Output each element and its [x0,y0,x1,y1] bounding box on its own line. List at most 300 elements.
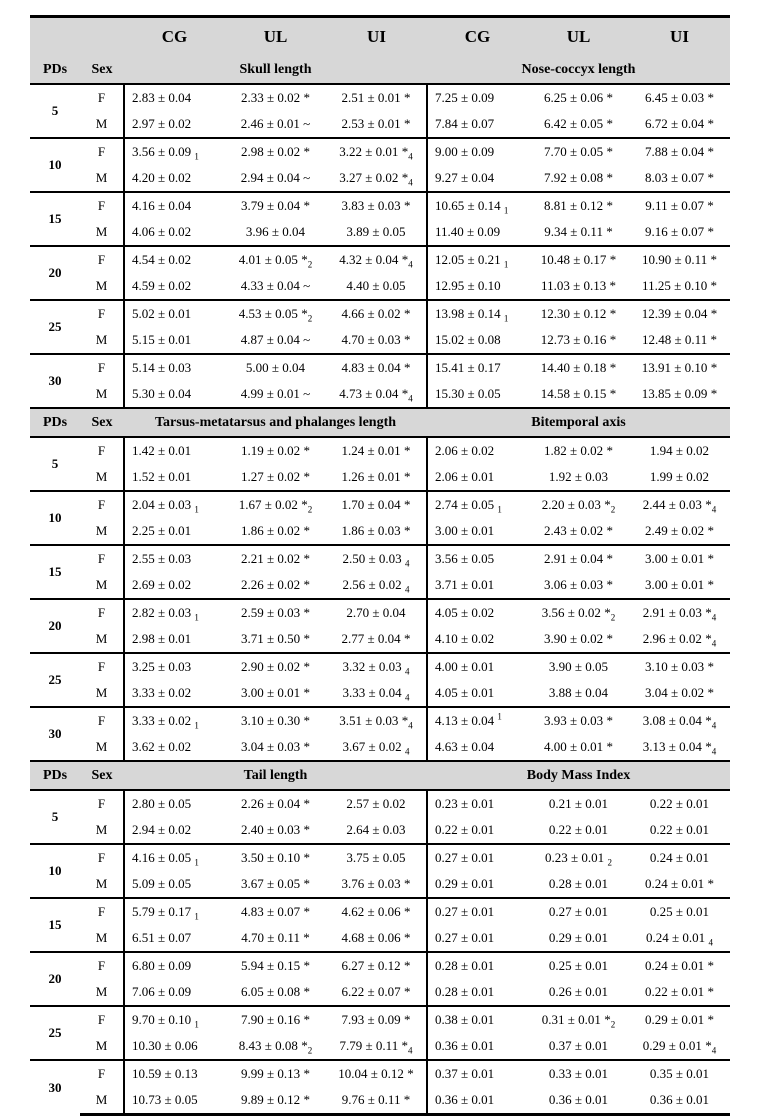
pd-cell: 30 [30,354,80,408]
value-cell [326,491,427,518]
value-cell [124,952,225,979]
measurement-value: 2.26 ± 0.02 [241,577,301,592]
sex-cell: F [80,138,124,165]
sex-cell: F [80,545,124,572]
value-cell [124,1033,225,1060]
value-cell [629,84,730,111]
value-cell [326,545,427,572]
subscript-marker: 4 [404,666,410,677]
measurement-value: 4.70 ± 0.03 [341,332,401,347]
value-cell [427,273,528,300]
value-cell [225,437,326,464]
significance-star: * [710,252,717,267]
significance-star: * [303,577,310,592]
measurement-value: 3.00 ± 0.01 [645,577,705,592]
measurement-value: 10.48 ± 0.17 [540,252,607,267]
measurement-value: 0.24 ± 0.01 [645,958,705,973]
significance-star: * [707,685,714,700]
value-cell [528,437,629,464]
value-cell [528,300,629,327]
value-cell [225,680,326,707]
measurement-value: 2.50 ± 0.03 [342,551,402,566]
significance-star: * [403,930,411,945]
significance-star: * [407,1066,414,1081]
significance-star: * [606,551,613,566]
significance-star: * [705,1038,712,1053]
value-cell [124,464,225,491]
measurement-value: 2.74 ± 0.05 [435,497,495,512]
measurement-value: 1.19 ± 0.02 [241,443,301,458]
measurement-value: 12.48 ± 0.11 [642,332,708,347]
measurement-value: 3.00 ± 0.01 [435,523,495,538]
measurement-value: 15.41 ± 0.17 [435,360,501,375]
measurement-value: 13.85 ± 0.09 [641,386,708,401]
significance-tilde: ~ [303,278,311,293]
sex-cell: F [80,354,124,381]
section-header-row [30,56,730,84]
measurement-value: 1.82 ± 0.02 [544,443,604,458]
value-cell [427,653,528,680]
significance-star: * [401,170,409,185]
value-cell [528,952,629,979]
measurement-value: 0.29 ± 0.01 [645,1012,705,1027]
value-cell [225,165,326,192]
value-cell [124,925,225,952]
measurement-value: 3.10 ± 0.03 [645,659,705,674]
subscript-marker: 4 [711,504,717,515]
measurement-value: 2.06 ± 0.02 [435,443,495,458]
table-row [30,1087,730,1115]
value-cell [225,844,326,871]
sex-cell: M [95,224,108,239]
significance-star: * [604,1012,611,1027]
subscript-marker: 1 [194,612,199,623]
value-cell [124,354,225,381]
value-cell [629,545,730,572]
value-cell [629,1060,730,1087]
measurement-value: 2.51 ± 0.01 [341,90,401,105]
measurement-value: 7.92 ± 0.08 [544,170,604,185]
value-cell [427,898,528,925]
value-cell [427,952,528,979]
significance-star: * [301,1038,308,1053]
significance-star: * [403,443,411,458]
value-cell [427,437,528,464]
measurement-value: 0.28 ± 0.01 [435,984,495,999]
significance-star: * [707,90,714,105]
measurements-table [30,15,730,1116]
measurement-value: 5.09 ± 0.05 [132,876,192,891]
subscript-marker: 4 [711,720,717,731]
measurement-value: 10.65 ± 0.14 [435,198,501,213]
sex-cell: F [80,1060,124,1087]
value-cell [225,1060,326,1087]
value-cell [225,273,326,300]
table-row [30,518,730,545]
significance-star: * [710,278,717,293]
value-cell [326,1060,427,1087]
significance-star: * [303,631,310,646]
value-cell [326,138,427,165]
measurement-value: 3.08 ± 0.04 [642,713,702,728]
sex-cell: F [97,443,106,458]
measurement-value: 0.23 ± 0.01 [545,850,605,865]
column-header-ul-right: UL [528,17,629,57]
value-cell [528,111,629,138]
significance-star: * [403,306,411,321]
significance-star: * [707,984,714,999]
value-cell [124,572,225,599]
measurement-value: 4.73 ± 0.04 [339,386,399,401]
column-header-cg-left: CG [124,17,225,57]
measurement-value: 4.06 ± 0.02 [132,224,192,239]
measurement-value: 4.53 ± 0.05 [238,306,298,321]
measurement-value: 3.93 ± 0.03 [544,713,604,728]
table-row [30,111,730,138]
value-cell [427,925,528,952]
measurement-value: 4.00 ± 0.01 [435,659,495,674]
table-row [30,219,730,246]
value-cell [427,381,528,408]
measurement-value: 1.26 ± 0.01 [341,469,401,484]
pd-cell: 5 [51,809,59,824]
sex-cell: M [95,386,108,401]
measurement-value: 3.22 ± 0.01 [339,144,399,159]
value-cell [427,1033,528,1060]
measurement-value: 7.84 ± 0.07 [435,116,495,131]
measurement-value: 3.13 ± 0.04 [642,739,702,754]
pd-cell: 5 [51,103,59,118]
sex-cell: M [95,631,108,646]
subscript-marker: 4 [407,1045,413,1056]
significance-star: * [403,469,411,484]
value-cell [528,680,629,707]
measurement-value: 2.55 ± 0.03 [132,551,192,566]
measurement-value: 9.76 ± 0.11 [341,1092,401,1107]
value-cell [225,707,326,734]
significance-star: * [710,386,718,401]
value-cell [528,273,629,300]
measurement-value: 6.80 ± 0.09 [132,958,192,973]
measurement-value: 7.79 ± 0.11 [339,1038,399,1053]
significance-star: * [707,1012,714,1027]
measurement-value: 6.42 ± 0.05 [544,116,604,131]
sex-cell: M [95,739,108,754]
significance-star: * [606,170,613,185]
significance-star: * [303,796,310,811]
measurement-value: 2.53 ± 0.01 [341,116,401,131]
subscript-marker: 4 [711,1045,717,1056]
column-header-ul-left: UL [225,17,326,57]
value-cell [326,273,427,300]
significance-star: * [301,252,308,267]
value-cell [124,518,225,545]
value-cell [629,327,730,354]
sex-cell: M [95,332,108,347]
significance-star: * [403,631,411,646]
significance-star: * [303,1012,310,1027]
measurement-value: 4.62 ± 0.06 [341,904,401,919]
sex-cell: M [95,170,108,185]
value-cell [427,354,528,381]
significance-star: * [707,577,714,592]
value-cell [528,817,629,844]
value-cell [326,192,427,219]
measurement-value: 9.27 ± 0.04 [435,170,495,185]
subscript-marker: 2 [307,259,313,270]
significance-star: * [707,116,714,131]
value-cell [427,734,528,761]
value-cell [124,790,225,817]
table-row [30,790,730,817]
measurement-value: 7.93 ± 0.09 [341,1012,401,1027]
table-body [30,56,730,1115]
table-row [30,491,730,518]
table-row [30,680,730,707]
value-cell [528,1060,629,1087]
value-cell [326,790,427,817]
significance-star: * [403,90,411,105]
measurement-value: 7.06 ± 0.09 [132,984,192,999]
value-cell [124,599,225,626]
measurement-value: 12.05 ± 0.21 [435,252,501,267]
measurement-value: 4.68 ± 0.06 [341,930,401,945]
measurement-value: 0.24 ± 0.01 [645,876,705,891]
value-cell [528,1006,629,1033]
sex-cell: F [80,653,124,680]
measurement-value: 5.15 ± 0.01 [132,332,192,347]
section-header-row [30,761,730,790]
significance-star: * [609,386,617,401]
subscript-marker: 4 [408,393,413,404]
table-row [30,246,730,273]
pds-label: PDs [30,761,80,790]
significance-star: * [303,876,310,891]
table-row [30,464,730,491]
value-cell [326,626,427,653]
pd-cell: 25 [30,653,80,707]
value-cell [124,327,225,354]
measurement-value: 0.37 ± 0.01 [548,1038,609,1053]
value-cell [427,219,528,246]
significance-star: * [301,497,308,512]
measurement-value: 2.25 ± 0.01 [132,523,192,538]
significance-star: * [303,605,310,620]
value-cell [225,246,326,273]
value-cell [326,219,427,246]
table-row [30,545,730,572]
significance-star: * [705,497,712,512]
measurement-value: 9.89 ± 0.12 [241,1092,301,1107]
value-cell [528,626,629,653]
measurement-value: 3.25 ± 0.03 [132,659,192,674]
value-cell [225,327,326,354]
significance-star: * [303,90,310,105]
value-cell [528,84,629,111]
section-title-left: Tail length [124,761,427,790]
significance-star: * [403,876,411,891]
subscript-marker: 4 [708,937,713,948]
value-cell [225,599,326,626]
subscript-marker: 2 [307,1045,313,1056]
value-cell [629,599,730,626]
table-row [30,844,730,871]
measurement-value: 6.72 ± 0.04 [645,116,705,131]
significance-star: * [303,443,310,458]
significance-star: * [707,523,714,538]
significance-star: * [303,930,310,945]
table-row [30,817,730,844]
measurement-value: 0.36 ± 0.01 [435,1092,495,1107]
measurement-value: 0.35 ± 0.01 [649,1066,710,1081]
significance-tilde: ~ [303,170,311,185]
table-row [30,192,730,219]
measurement-value: 0.29 ± 0.01 [435,876,495,891]
value-cell [528,491,629,518]
value-cell [124,844,225,871]
pds-label: PDs [30,56,80,84]
value-cell [225,871,326,898]
subscript-marker: 2 [307,504,313,515]
value-cell [629,626,730,653]
measurement-value: 3.76 ± 0.03 [341,876,401,891]
significance-star: * [707,224,714,239]
column-header-cg-right: CG [427,17,528,57]
measurement-value: 3.96 ± 0.04 [245,224,306,239]
measurement-value: 5.94 ± 0.15 [241,958,301,973]
value-cell [427,790,528,817]
measurement-value: 4.87 ± 0.04 [240,332,300,347]
significance-star: * [303,469,310,484]
significance-star: * [609,306,617,321]
measurement-value: 1.27 ± 0.02 [241,469,301,484]
value-cell [427,844,528,871]
subscript-marker: 1 [503,313,509,324]
significance-star: * [403,116,411,131]
value-cell [427,246,528,273]
measurement-value: 5.79 ± 0.17 [132,904,192,919]
value-cell [326,1087,427,1115]
value-cell [528,871,629,898]
value-cell [629,138,730,165]
measurement-value: 3.33 ± 0.02 [132,685,192,700]
measurement-value: 2.33 ± 0.02 [241,90,301,105]
subscript-marker: 1 [503,205,509,216]
value-cell [427,1060,528,1087]
measurement-value: 5.14 ± 0.03 [132,360,192,375]
value-cell [326,979,427,1006]
value-cell [528,898,629,925]
value-cell [427,707,528,734]
measurement-value: 2.44 ± 0.03 [642,497,702,512]
pd-cell: 10 [30,491,80,545]
measurement-value: 2.26 ± 0.04 [241,796,301,811]
value-cell [124,898,225,925]
value-cell [124,192,225,219]
subscript-marker: 2 [307,313,313,324]
sex-cell: M [80,1087,124,1115]
measurement-value: 0.27 ± 0.01 [435,904,495,919]
subscript-marker: 1 [194,857,199,868]
sex-cell: F [80,192,124,219]
significance-star: * [606,198,613,213]
table-row [30,925,730,952]
value-cell [326,817,427,844]
measurement-value: 2.94 ± 0.04 [240,170,300,185]
table-row [30,952,730,979]
sex-cell: F [97,796,106,811]
significance-star: * [303,850,310,865]
measurement-value: 3.75 ± 0.05 [346,850,406,865]
significance-star: * [303,822,310,837]
measurement-value: 0.38 ± 0.01 [435,1012,495,1027]
measurement-value: 12.95 ± 0.10 [435,278,501,293]
table-row [30,979,730,1006]
significance-star: * [403,360,411,375]
value-cell [326,300,427,327]
measurement-value: 0.25 ± 0.01 [649,904,710,919]
value-cell [326,327,427,354]
measurement-value: 0.28 ± 0.01 [435,958,495,973]
measurement-value: 11.25 ± 0.10 [642,278,708,293]
pd-cell: 25 [30,300,80,354]
value-cell [629,1087,730,1115]
measurement-value: 0.23 ± 0.01 [435,796,495,811]
value-cell [326,111,427,138]
measurement-value: 2.70 ± 0.04 [346,605,406,620]
value-cell [225,1006,326,1033]
measurement-value: 1.24 ± 0.01 [341,443,401,458]
value-cell [326,165,427,192]
measurement-value: 0.37 ± 0.01 [435,1066,495,1081]
measurement-value: 4.54 ± 0.02 [132,252,192,267]
significance-star: * [707,958,714,973]
value-cell [124,817,225,844]
measurement-value: 1.67 ± 0.02 [238,497,298,512]
measurement-value: 0.28 ± 0.01 [548,876,609,891]
value-cell [427,680,528,707]
measurement-value: 4.99 ± 0.01 [240,386,300,401]
sex-cell: F [97,90,106,105]
value-cell [225,381,326,408]
measurement-value: 4.10 ± 0.02 [435,631,495,646]
value-cell [629,898,730,925]
value-cell [225,300,326,327]
value-cell [528,844,629,871]
measurement-value: 4.05 ± 0.01 [435,685,495,700]
measurement-value: 12.39 ± 0.04 [641,306,708,321]
subscript-marker: 4 [404,558,410,569]
value-cell [528,219,629,246]
sex-cell: F [80,1006,124,1033]
table-row [30,626,730,653]
value-cell [629,871,730,898]
sex-cell: F [80,599,124,626]
sex-cell: M [95,984,108,999]
value-cell [427,518,528,545]
subscript-marker: 1 [194,911,199,922]
section-title-right: Bitemporal axis [427,408,730,437]
value-cell [225,790,326,817]
measurement-value: 2.59 ± 0.03 [241,605,301,620]
table-row [30,84,730,111]
value-cell [528,165,629,192]
value-cell [124,1060,225,1087]
measurement-value: 8.81 ± 0.12 [544,198,604,213]
value-cell [629,111,730,138]
sex-cell: M [95,523,108,538]
table-row [30,653,730,680]
